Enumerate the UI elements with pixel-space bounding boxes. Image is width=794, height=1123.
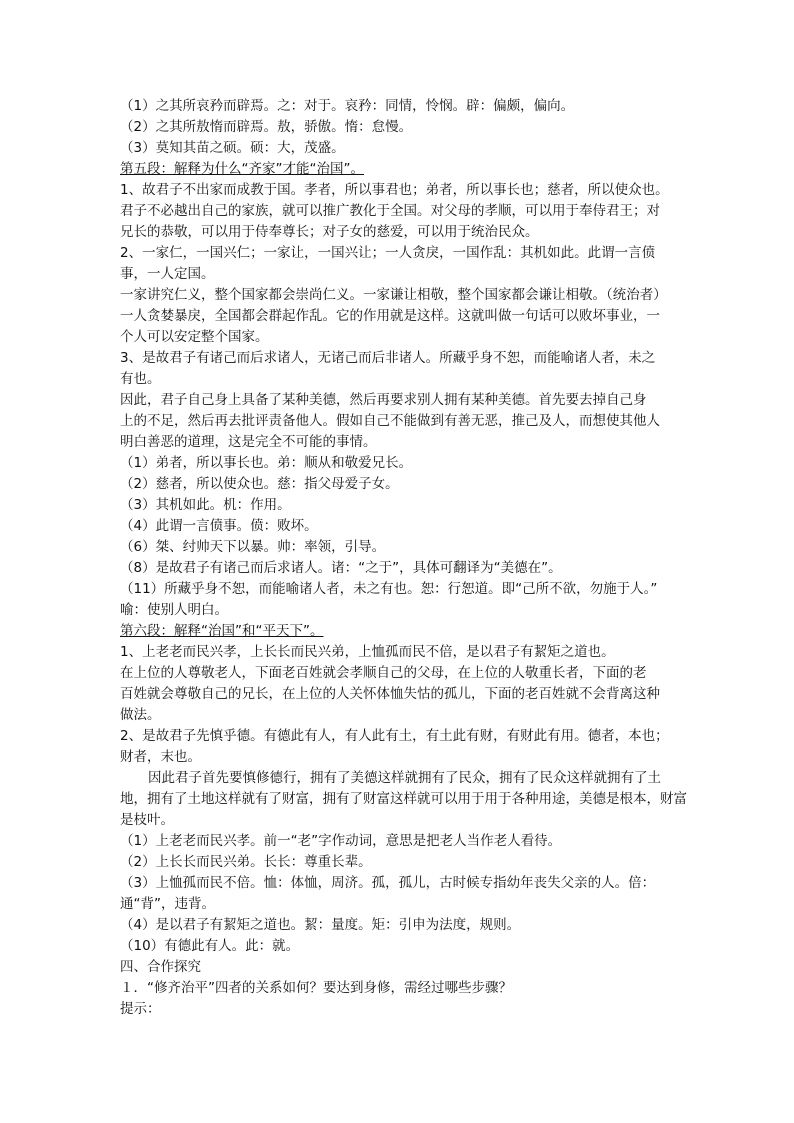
document-page bbox=[120, 96, 687, 1020]
paragraph-line: 因此，君子自己身上具备了某种美德，然后再要求别人拥有某种美德。首先要去掉自己身 bbox=[120, 392, 647, 408]
section-heading: 四、合作探究 bbox=[120, 959, 201, 975]
paragraph-line: 地，拥有了土地这样就有了财富，拥有了财富这样就可以用于用于各种用途，美德是根本，财富 bbox=[120, 791, 687, 807]
section-heading: 第五段：解释为什么“齐家”才能“治国”。 bbox=[120, 161, 364, 177]
paragraph-line: 君子不必越出自己的家族，就可以推广教化于全国。对父母的孝顺，可以用于奉侍君王；对 bbox=[120, 203, 660, 219]
paragraph-line: 百姓就会尊敬自己的兄长，在上位的人关怀体恤失怙的孤儿，下面的老百姓就不会背离这种 bbox=[120, 686, 660, 702]
note-line: （2）之其所敖惰而辟焉。敖，骄傲。惰：怠慢。 bbox=[120, 119, 413, 135]
note-line: （10）有德此有人。此：就。 bbox=[120, 938, 300, 954]
paragraph-line: 1、上老老而民兴孝，上长长而民兴弟，上恤孤而民不倍，是以君子有絜矩之道也。 bbox=[120, 644, 615, 660]
note-line: 喻：使别人明白。 bbox=[120, 602, 228, 618]
paragraph-line: 有也。 bbox=[120, 371, 161, 387]
question-line: １．“修齐治平”四者的关系如何？要达到身修，需经过哪些步骤？ bbox=[120, 980, 512, 996]
paragraph-line: 一人贪婪暴戾，全国都会群起作乱。它的作用就是这样。这就叫做一句话可以败坏事业，一 bbox=[120, 308, 660, 324]
paragraph-line: 事，一人定国。 bbox=[120, 266, 215, 282]
paragraph-line: 是枝叶。 bbox=[120, 812, 174, 828]
paragraph-line: 兄长的恭敬，可以用于侍奉尊长；对子女的慈爱，可以用于统治民众。 bbox=[120, 224, 539, 240]
note-line: （11）所藏乎身不恕，而能喻诸人者，未之有也。恕：行恕道。即“己所不欲，勿施于人。” bbox=[120, 581, 658, 597]
paragraph-line: 上的不足，然后再去批评责备他人。假如自己不能做到有善无恶，推己及人，而想使其他人 bbox=[120, 413, 660, 429]
note-line: （6）桀、纣帅天下以暴。帅：率领，引导。 bbox=[120, 539, 386, 555]
note-line: 通“背”，违背。 bbox=[120, 896, 215, 912]
paragraph-line: 明白善恶的道理，这是完全不可能的事情。 bbox=[120, 434, 377, 450]
paragraph-line: 个人可以安定整个国家。 bbox=[120, 329, 269, 345]
note-line: （8）是故君子有诸己而后求诸人。诸：“之于”，具体可翻译为“美德在”。 bbox=[120, 560, 562, 576]
paragraph-line: 财者，末也。 bbox=[120, 749, 201, 765]
note-line: （4）是以君子有絜矩之道也。絜：量度。矩：引申为法度，规则。 bbox=[120, 917, 521, 933]
paragraph-line: 一家讲究仁义，整个国家都会崇尚仁义。一家谦让相敬，整个国家都会谦让相敬。（统治者） bbox=[120, 287, 667, 303]
paragraph-line: 在上位的人尊敬老人，下面老百姓就会孝顺自己的父母，在上位的人敬重长者，下面的老 bbox=[120, 665, 647, 681]
note-line: （2）慈者，所以使众也。慈：指父母爱子女。 bbox=[120, 476, 399, 492]
paragraph-line: 2、一家仁，一国兴仁；一家让，一国兴让；一人贪戾，一国作乱：其机如此。此谓一言偾 bbox=[120, 245, 656, 261]
paragraph-line: 因此君子首先要慎修德行，拥有了美德这样就拥有了民众，拥有了民众这样就拥有了土 bbox=[148, 770, 661, 786]
note-line: （1）弟者，所以事长也。弟：顺从和敬爱兄长。 bbox=[120, 455, 413, 471]
paragraph-line: 3、是故君子有诸己而后求诸人，无诸己而后非诸人。所藏乎身不恕，而能喻诸人者，未之 bbox=[120, 350, 656, 366]
note-line: （3）其机如此。机：作用。 bbox=[120, 497, 291, 513]
note-line: （4）此谓一言偾事。偾：败坏。 bbox=[120, 518, 318, 534]
note-line: （1）上老老而民兴孝。前一“老”字作动词，意思是把老人当作老人看待。 bbox=[120, 833, 562, 849]
paragraph-line: 2、是故君子先慎乎德。有德此有人，有人此有土，有土此有财，有财此有用。德者，本也； bbox=[120, 728, 669, 744]
paragraph-line: 1、故君子不出家而成教于国。孝者，所以事君也；弟者，所以事长也；慈者，所以使众也。 bbox=[120, 182, 669, 198]
note-line: （3）莫知其苗之硕。硕：大，茂盛。 bbox=[120, 140, 345, 156]
hint-label: 提示： bbox=[120, 1001, 161, 1017]
note-line: （2）上长长而民兴弟。长长：尊重长辈。 bbox=[120, 854, 372, 870]
paragraph-line: 做法。 bbox=[120, 707, 161, 723]
note-line: （3）上恤孤而民不倍。恤：体恤，周济。孤，孤儿，古时候专指幼年丧失父亲的人。倍： bbox=[120, 875, 656, 891]
note-line: （1）之其所哀矜而辟焉。之：对于。哀矜：同情，怜悯。辟：偏颇，偏向。 bbox=[120, 98, 575, 114]
section-heading: 第六段：解释“治国”和“平天下”。 bbox=[120, 623, 324, 639]
